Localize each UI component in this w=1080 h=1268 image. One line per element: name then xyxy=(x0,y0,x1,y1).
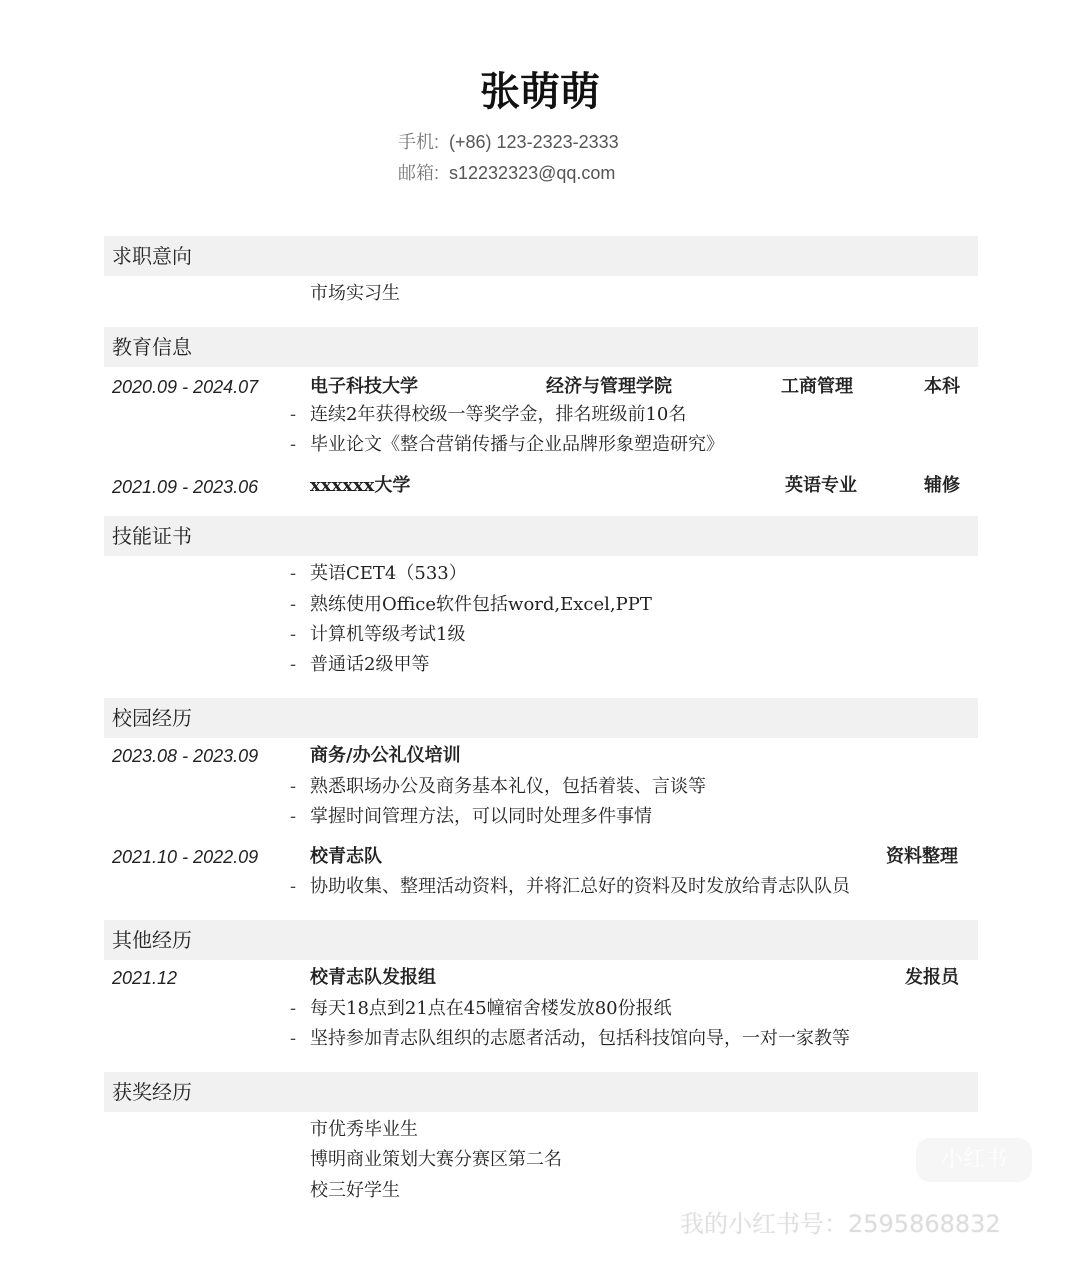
phone-value: (+86) 123-2323-2333 xyxy=(449,132,619,152)
edu-2-date: 2021.09 - 2023.06 xyxy=(112,477,259,497)
section-campus: 校园经历 xyxy=(104,698,978,738)
other-1-org: 校青志队发报组 xyxy=(310,967,436,988)
edu-2-degree: 辅修 xyxy=(924,475,960,496)
watermark-logo: 小红书 xyxy=(916,1138,1032,1182)
section-education: 教育信息 xyxy=(104,327,978,367)
campus-2-date: 2021.10 - 2022.09 xyxy=(112,847,259,867)
campus-1-date: 2023.08 - 2023.09 xyxy=(112,746,259,766)
other-1-bullet-2: - 坚持参加青志队组织的志愿者活动，包括科技馆向导，一对一家教等 xyxy=(290,1028,850,1049)
campus-2-org: 校青志队 xyxy=(310,846,382,867)
other-1-role: 发报员 xyxy=(905,967,959,988)
edu-1-bullet-1: - 连续2年获得校级一等奖学金，排名班级前10名 xyxy=(290,404,687,425)
phone-label: 手机: xyxy=(398,132,440,152)
campus-2-role: 资料整理 xyxy=(886,846,958,867)
campus-1-bullet-1: - 熟悉职场办公及商务基本礼仪，包括着装、言谈等 xyxy=(290,776,706,797)
resume-name: 张萌萌 xyxy=(480,69,600,115)
section-skills: 技能证书 xyxy=(104,516,978,556)
section-other: 其他经历 xyxy=(104,920,978,960)
watermark-text: 我的小红书号：2595868832 xyxy=(680,1210,1001,1238)
award-item-1: 市优秀毕业生 xyxy=(310,1119,418,1140)
section-job-intention: 求职意向 xyxy=(104,236,978,276)
edu-2-school: xxxxxx大学 xyxy=(310,475,411,496)
email-value: s12232323@qq.com xyxy=(449,163,616,183)
award-item-2: 博明商业策划大赛分赛区第二名 xyxy=(310,1149,562,1170)
edu-1-bullet-2: - 毕业论文《整合营销传播与企业品牌形象塑造研究》 xyxy=(290,434,724,455)
skill-item-1: - 英语CET4（533） xyxy=(290,563,467,584)
section-awards: 获奖经历 xyxy=(104,1072,978,1112)
edu-1-date: 2020.09 - 2024.07 xyxy=(112,377,259,397)
edu-1-major: 工商管理 xyxy=(781,376,853,397)
phone-line xyxy=(398,128,619,154)
email-line xyxy=(398,159,615,185)
skill-item-2: - 熟练使用Office软件包括word,Excel,PPT xyxy=(290,594,652,615)
skill-item-3: - 计算机等级考试1级 xyxy=(290,624,466,645)
skill-item-4: - 普通话2级甲等 xyxy=(290,654,430,675)
campus-2-bullet-1: - 协助收集、整理活动资料，并将汇总好的资料及时发放给青志队队员 xyxy=(290,876,850,897)
other-1-date: 2021.12 xyxy=(112,968,178,988)
email-label: 邮箱: xyxy=(398,163,440,183)
campus-1-bullet-2: - 掌握时间管理方法，可以同时处理多件事情 xyxy=(290,806,652,827)
campus-1-org: 商务/办公礼仪培训 xyxy=(310,745,461,766)
edu-1-college: 经济与管理学院 xyxy=(546,376,672,397)
award-item-3: 校三好学生 xyxy=(310,1180,400,1201)
other-1-bullet-1: - 每天18点到21点在45幢宿舍楼发放80份报纸 xyxy=(290,998,672,1019)
job-position: 市场实习生 xyxy=(310,283,400,304)
edu-1-degree: 本科 xyxy=(924,376,960,397)
edu-2-major: 英语专业 xyxy=(785,475,857,496)
edu-1-school: 电子科技大学 xyxy=(310,376,418,397)
